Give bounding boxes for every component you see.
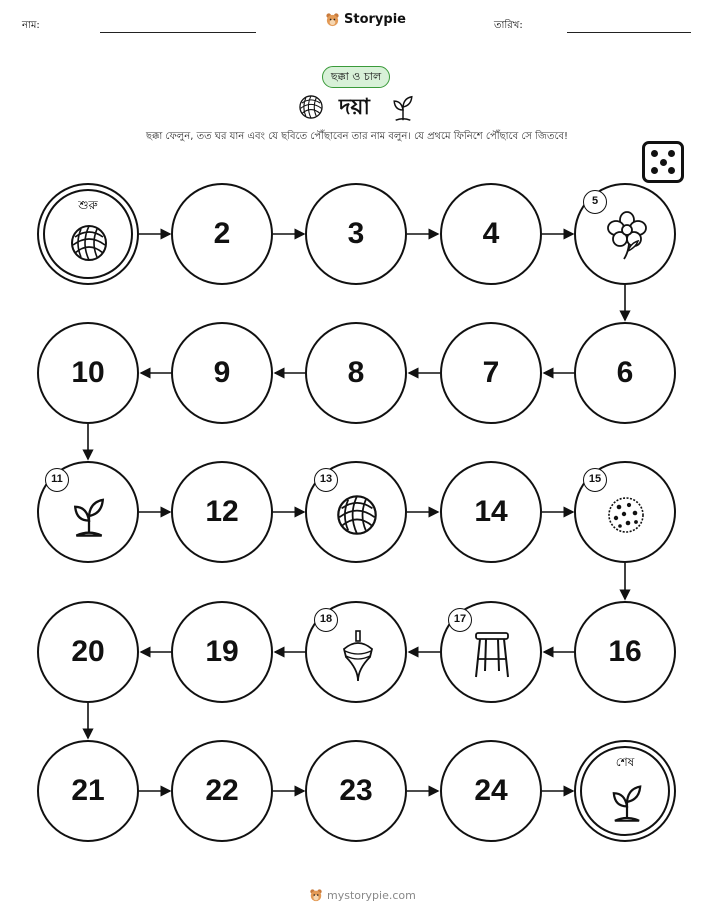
board-cell-10 — [37, 322, 139, 424]
date-label: তারিখ: — [494, 20, 523, 31]
start-label: শুরু — [78, 198, 98, 212]
cell-corner-number: 17 — [448, 608, 472, 632]
brand-name: Storypie — [344, 12, 406, 27]
board-cell-4 — [440, 183, 542, 285]
board-cell-3 — [305, 183, 407, 285]
category-badge: ছক্কা ও চাল — [322, 66, 390, 88]
board-cell-12 — [171, 461, 273, 563]
stool-icon — [472, 631, 512, 679]
board-cell-24 — [440, 740, 542, 842]
cell-number: 9 — [213, 356, 231, 389]
board-cell-finish — [574, 740, 676, 842]
board-cell-19 — [171, 601, 273, 703]
board-cell-2 — [171, 183, 273, 285]
board-cell-8 — [305, 322, 407, 424]
sprout-icon — [610, 780, 644, 824]
board-cell-9 — [171, 322, 273, 424]
yarn-ball-icon — [335, 493, 379, 537]
cell-corner-number: 18 — [314, 608, 338, 632]
cell-corner-number: 15 — [583, 468, 607, 492]
spinning-top-icon — [339, 629, 377, 683]
cookie-icon — [606, 495, 646, 535]
finish-label: শেষ — [615, 755, 635, 769]
cell-number: 20 — [71, 635, 105, 668]
cell-number: 19 — [205, 635, 239, 668]
flower-icon — [606, 211, 648, 261]
name-label: নাম: — [22, 20, 40, 31]
cell-number: 22 — [205, 774, 239, 807]
cell-number: 3 — [347, 217, 365, 250]
cell-corner-number: 5 — [583, 190, 607, 214]
board-cell-start — [37, 183, 139, 285]
board-cell-7 — [440, 322, 542, 424]
sprout-icon — [71, 493, 107, 539]
cell-number: 4 — [482, 217, 500, 250]
cell-number: 14 — [474, 495, 508, 528]
board-cell-6 — [574, 322, 676, 424]
board-cell-20 — [37, 601, 139, 703]
cell-number: 8 — [347, 356, 365, 389]
yarn-ball-icon — [69, 223, 109, 263]
cell-number: 21 — [71, 774, 105, 807]
board-cell-16 — [574, 601, 676, 703]
instructions: ছক্কা ফেলুন, তত ঘর যান এবং যে ছবিতে পৌঁছাবেন তার নাম বলুন। যে প্রথমে ফিনিশে পৌঁছাবে সে জিতবে! — [145, 131, 569, 142]
cell-number: 23 — [339, 774, 373, 807]
board-cell-23 — [305, 740, 407, 842]
cell-number: 10 — [71, 356, 105, 389]
cell-corner-number: 11 — [45, 468, 69, 492]
board-cell-21 — [37, 740, 139, 842]
cell-number: 7 — [482, 356, 500, 389]
board-cell-14 — [440, 461, 542, 563]
cell-number: 6 — [616, 356, 634, 389]
cell-number: 2 — [213, 217, 231, 250]
cell-number: 24 — [474, 774, 508, 807]
board-cell-22 — [171, 740, 273, 842]
cell-corner-number: 13 — [314, 468, 338, 492]
footer — [309, 888, 416, 902]
storypie-bear-icon — [309, 888, 323, 902]
cell-number: 12 — [205, 495, 239, 528]
cell-number: 16 — [608, 635, 642, 668]
footer-site-link[interactable]: mystorypie.com — [327, 888, 416, 902]
page-title: দয়া — [339, 95, 370, 120]
